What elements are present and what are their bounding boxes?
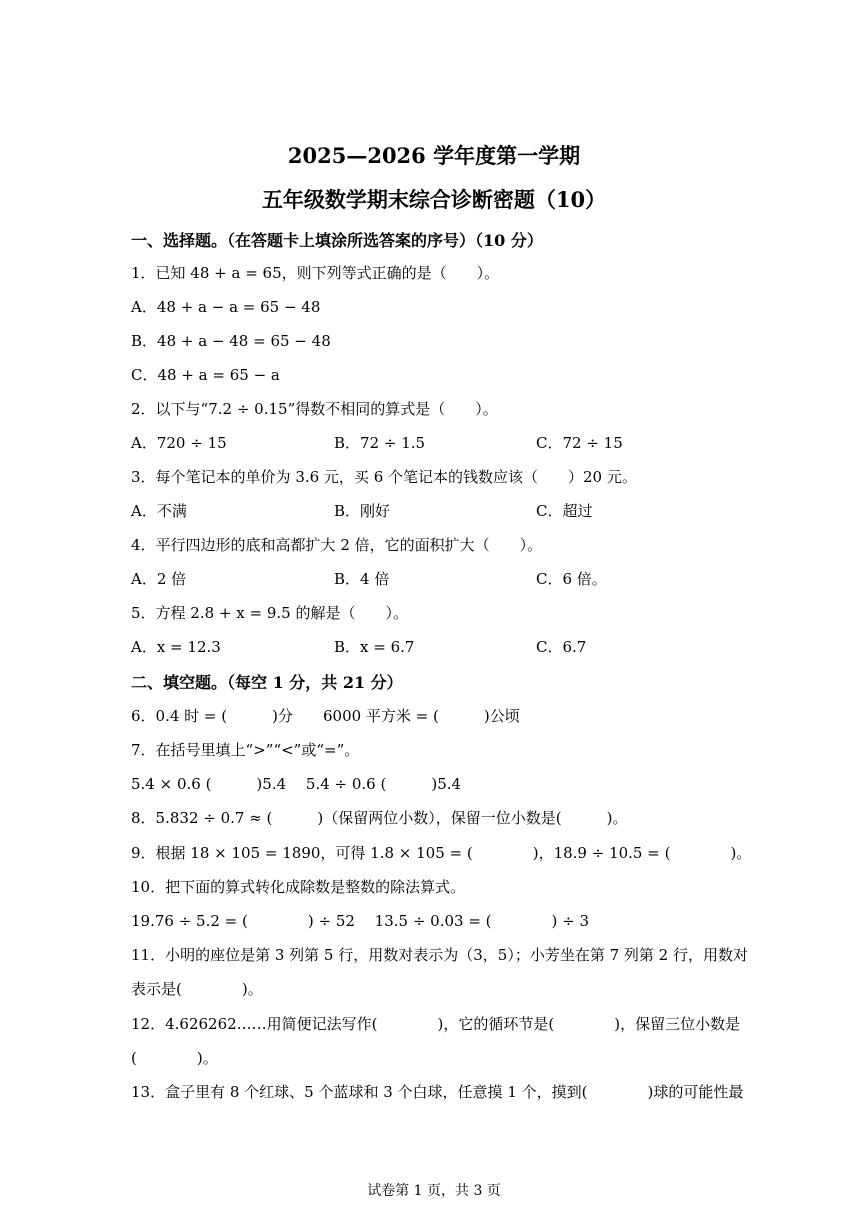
- q12-line1: 12．4.626262……用简便记法写作( )，它的循环节是( )，保留三位小数是: [131, 1015, 741, 1033]
- q10-stem: 10．把下面的算式转化成除数是整数的除法算式。: [131, 878, 466, 896]
- exam-title-line2: 五年级数学期末综合诊断密题（10）: [261, 187, 607, 212]
- page-footer: 试卷第 1 页，共 3 页: [367, 1183, 501, 1199]
- q10-items: 19.76 ÷ 5.2 = ( ) ÷ 52 13.5 ÷ 0.03 = ( ) ÷ 3: [131, 912, 590, 930]
- q5-option-c: C．6.7: [536, 638, 587, 656]
- q1-stem: 1．已知 48 + a = 65，则下列等式正确的是（ ）。: [131, 264, 500, 282]
- q13-text: 13．盒子里有 8 个红球、5 个蓝球和 3 个白球，任意摸 1 个，摸到( )球的可能性最: [131, 1083, 744, 1101]
- section1-heading: 一、选择题。（在答题卡上填涂所选答案的序号）（10 分）: [131, 231, 543, 250]
- q11-line2: 表示是( )。: [131, 980, 263, 998]
- q3-option-b: B．刚好: [334, 502, 391, 520]
- q4-stem: 4．平行四边形的底和高都扩大 2 倍，它的面积扩大（ ）。: [131, 536, 543, 554]
- q1-option-b: B．48 + a − 48 = 65 − 48: [131, 332, 331, 350]
- q1-option-a: A．48 + a − a = 65 − 48: [131, 298, 321, 316]
- q2-stem: 2．以下与“7.2 ÷ 0.15”得数不相同的算式是（ ）。: [131, 400, 498, 418]
- section2-heading: 二、填空题。（每空 1 分，共 21 分）: [131, 673, 403, 692]
- q2-option-c: C．72 ÷ 15: [536, 434, 623, 452]
- q4-option-c: C．6 倍。: [536, 570, 607, 588]
- q3-stem: 3．每个笔记本的单价为 3.6 元，买 6 个笔记本的钱数应该（ ）20 元。: [131, 468, 637, 486]
- q7-items: 5.4 × 0.6 ( )5.4 5.4 ÷ 0.6 ( )5.4: [131, 775, 462, 793]
- q5-option-a: A．x = 12.3: [131, 638, 221, 656]
- exam-title-line1: 2025—2026 学年度第一学期: [287, 143, 581, 168]
- q2-option-b: B．72 ÷ 1.5: [334, 434, 426, 452]
- q3-option-a: A．不满: [131, 502, 187, 520]
- q3-option-c: C．超过: [536, 502, 593, 520]
- q1-option-c: C．48 + a = 65 − a: [131, 366, 280, 384]
- q2-option-a: A．720 ÷ 15: [131, 434, 227, 452]
- q5-option-b: B．x = 6.7: [334, 638, 415, 656]
- q5-stem: 5．方程 2.8 + x = 9.5 的解是（ ）。: [131, 604, 408, 622]
- q12-line2: ( )。: [131, 1049, 218, 1067]
- q4-option-a: A．2 倍: [131, 570, 187, 588]
- q9-text: 9．根据 18 × 105 = 1890，可得 1.8 × 105 = ( )，18.9 ÷ 10.5 = ( )。: [131, 844, 752, 862]
- q4-option-b: B．4 倍: [334, 570, 390, 588]
- q7-stem: 7．在括号里填上“>”“<”或“=”。: [131, 741, 360, 759]
- q11-line1: 11．小明的座位是第 3 列第 5 行，用数对表示为（3，5）；小芳坐在第 7 列第 2 行，用数对: [131, 946, 748, 964]
- q6-text: 6．0.4 时 = ( )分 6000 平方米 = ( )公顷: [131, 707, 520, 725]
- q8-text: 8．5.832 ÷ 0.7 ≈ ( )（保留两位小数），保留一位小数是( )。: [131, 809, 628, 827]
